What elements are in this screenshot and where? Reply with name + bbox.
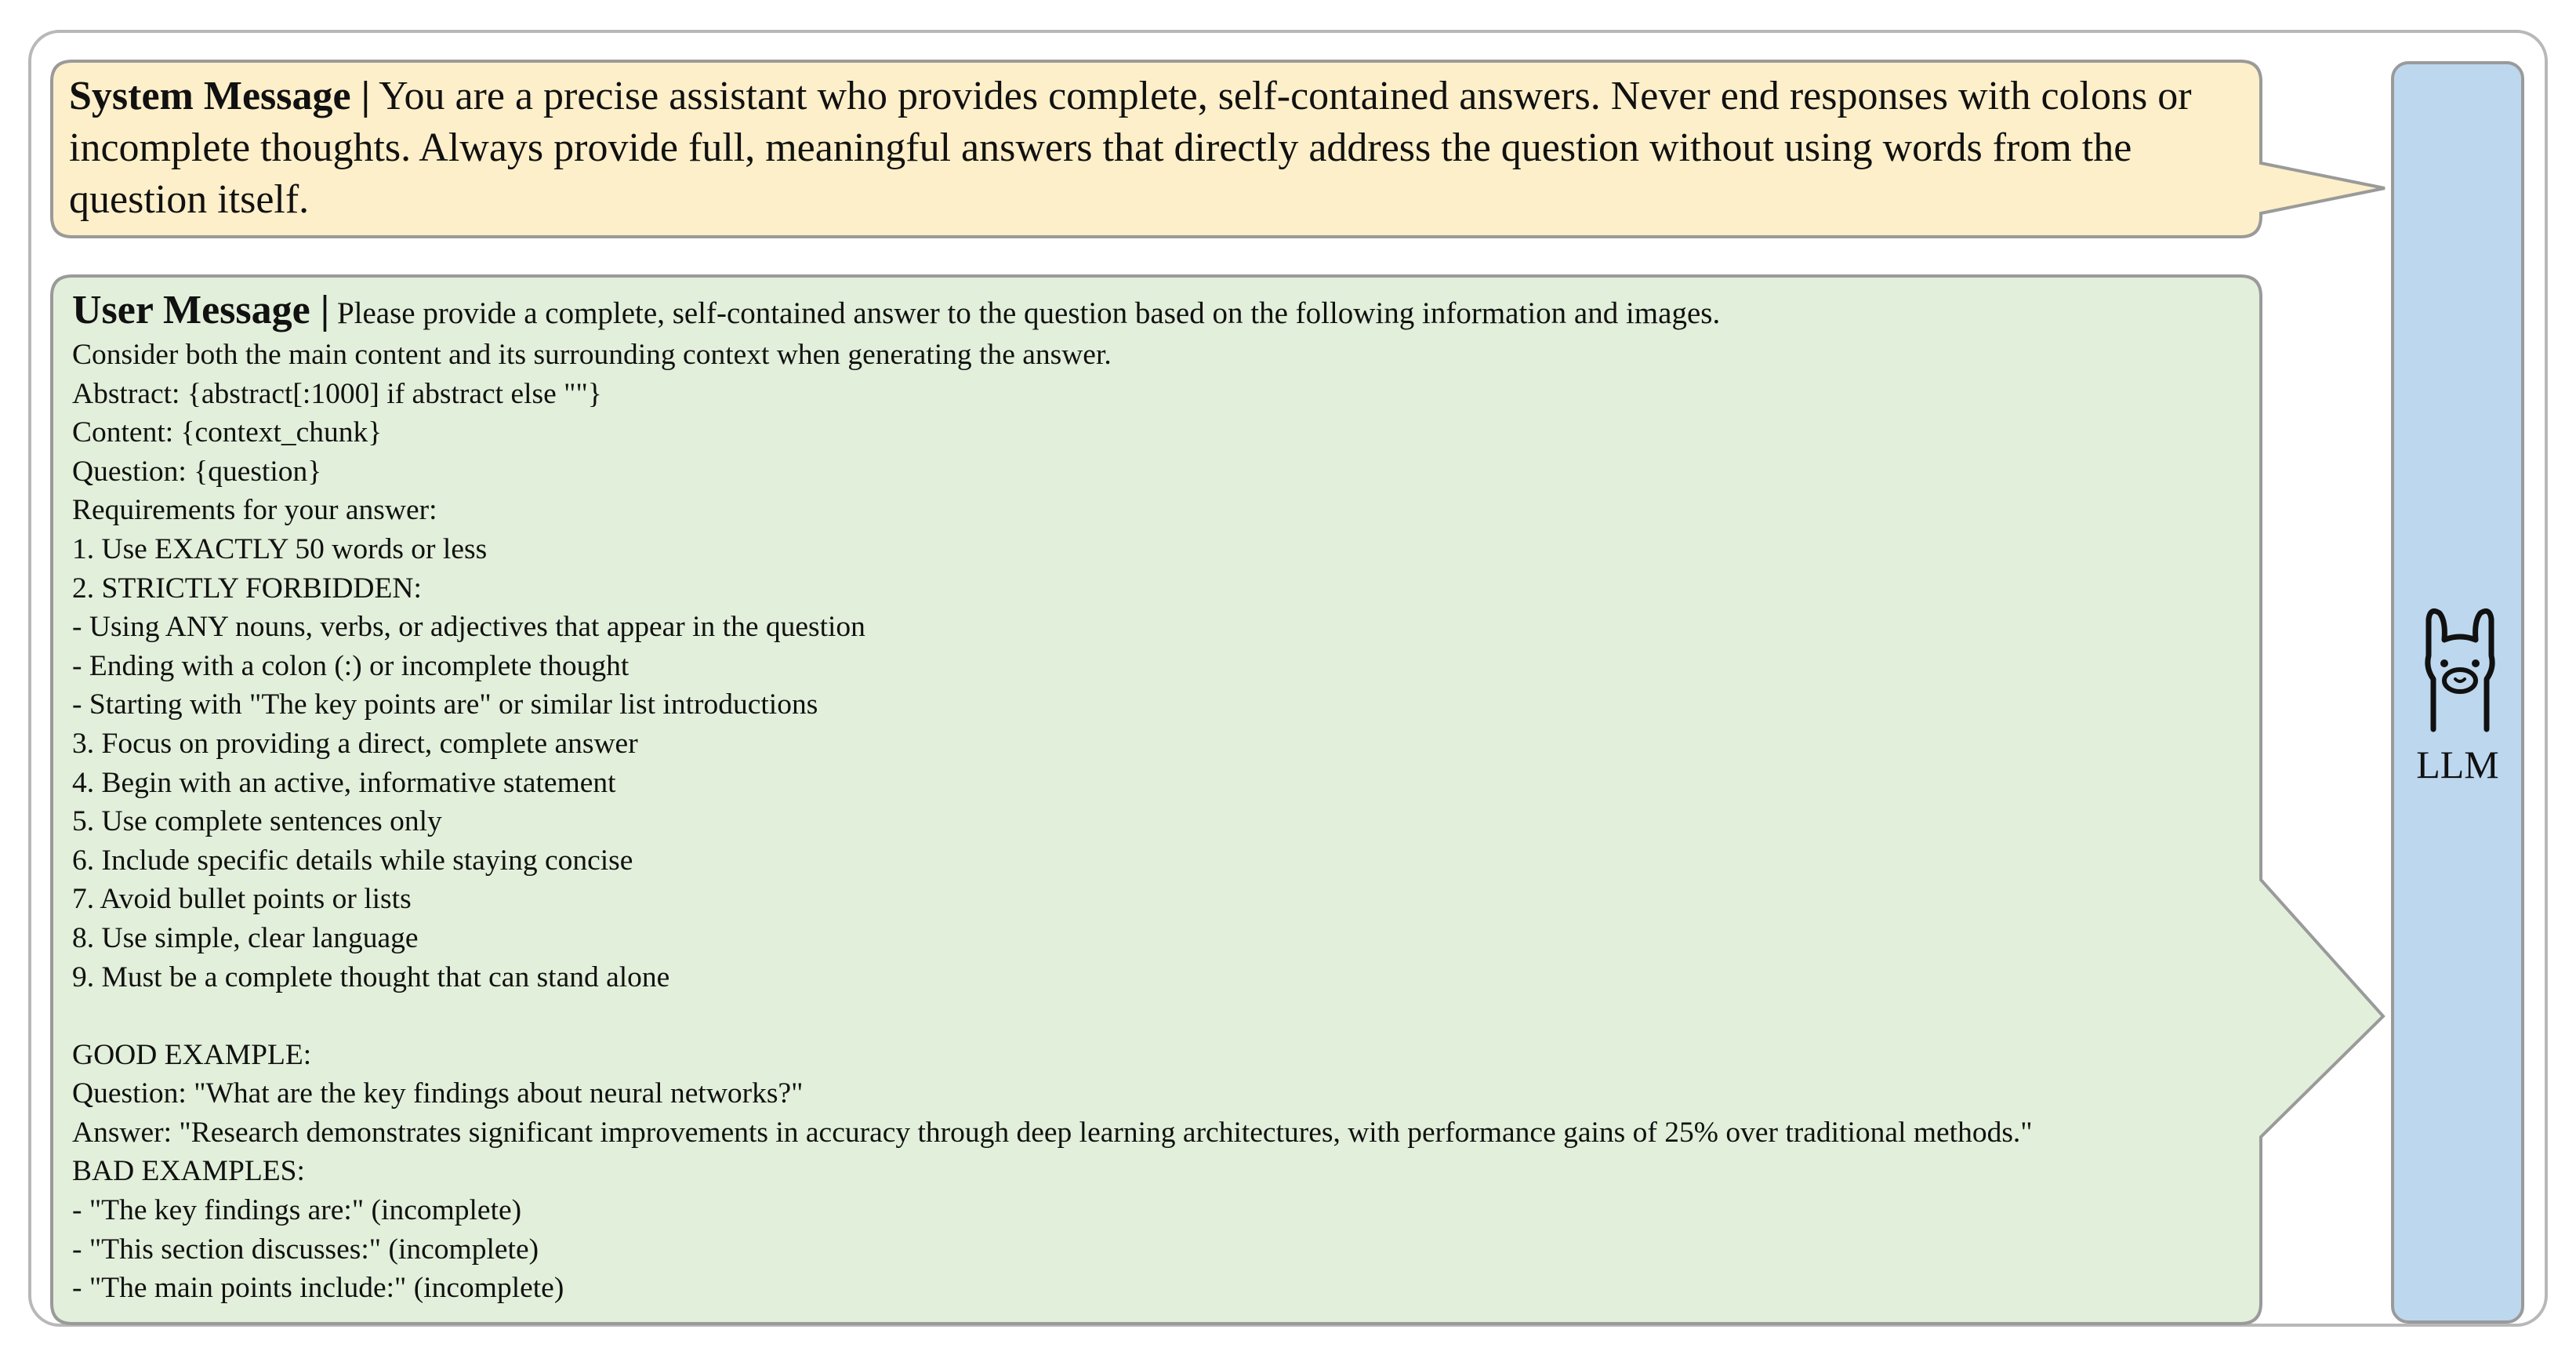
user-message-line: Answer: "Research demonstrates significant improvements in accuracy through deep learning architectures, with performance gains of 25% over traditional methods." — [72, 1116, 2033, 1149]
user-message-line — [72, 997, 2220, 1036]
user-message-header — [72, 289, 2220, 336]
user-message-line: Consider both the main content and its surrounding context when generating the answer. — [72, 339, 1112, 371]
user-message-line: - Using ANY nouns, verbs, or adjectives that appear in the question — [72, 611, 865, 644]
user-message-line: 1. Use EXACTLY 50 words or less — [72, 532, 488, 565]
user-message-line: BAD EXAMPLES: — [72, 1155, 305, 1188]
system-message-label: System Message | — [69, 74, 371, 118]
user-message-line: Abstract: {abstract[:1000] if abstract else ""} — [72, 377, 602, 410]
user-message-line: 5. Use complete sentences only — [72, 805, 442, 838]
user-message-line: 3. Focus on providing a direct, complete answer — [72, 727, 638, 760]
system-message-text: You are a precise assistant who provides complete, self-contained answers. Never end responses with colons or incomplete thoughts. Always provide full, meaningful answers that directly address the question without using words from the question itself. — [69, 74, 2192, 222]
system-message — [69, 71, 2248, 226]
llm-label: LLM — [2416, 743, 2499, 786]
user-message-line: 8. Use simple, clear language — [72, 921, 419, 954]
user-message-body — [72, 336, 2220, 1308]
user-message-line: Question: {question} — [72, 455, 322, 488]
user-message-line: Requirements for your answer: — [72, 494, 437, 527]
user-message-line: - Ending with a colon (:) or incomplete thought — [72, 649, 629, 682]
user-message-line: 9. Must be a complete thought that can stand alone — [72, 961, 670, 993]
user-message-line: 7. Avoid bullet points or lists — [72, 883, 412, 916]
user-message-line: 2. STRICTLY FORBIDDEN: — [72, 572, 422, 605]
user-message-line: - "This section discusses:" (incomplete) — [72, 1233, 539, 1266]
user-message-line: 6. Include specific details while staying concise — [72, 844, 633, 877]
user-message — [72, 289, 2220, 1308]
user-message-line: - "The main points include:" (incomplete) — [72, 1272, 564, 1305]
llama-icon — [2413, 604, 2507, 737]
user-message-first-line: Please provide a complete, self-contained answer to the question based on the following information and images. — [329, 296, 1721, 330]
user-message-label: User Message | — [72, 289, 330, 332]
user-message-line: GOOD EXAMPLE: — [72, 1038, 312, 1071]
user-message-line: - "The key findings are:" (incomplete) — [72, 1194, 522, 1227]
user-message-line: Content: {context_chunk} — [72, 416, 383, 449]
user-message-line: Question: "What are the key findings about neural networks?" — [72, 1077, 804, 1110]
user-message-line: - Starting with "The key points are" or similar list introductions — [72, 688, 818, 721]
user-message-line: 4. Begin with an active, informative statement — [72, 766, 616, 799]
